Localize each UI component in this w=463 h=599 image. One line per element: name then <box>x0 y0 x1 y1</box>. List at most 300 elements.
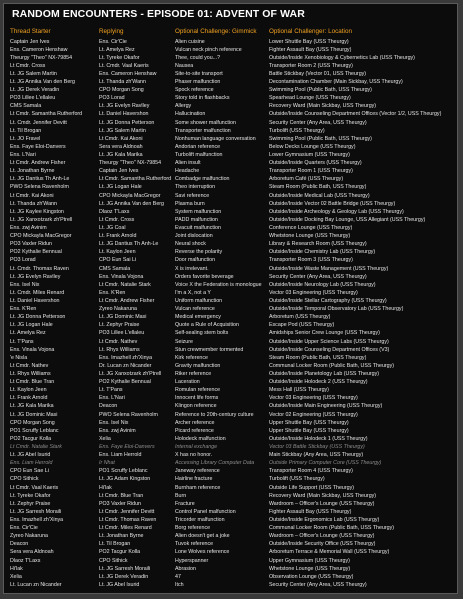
gimmick-cell: Burnham reference <box>175 484 221 491</box>
thread-starter-cell: Lt. Tyreke Okafor <box>10 492 51 499</box>
replying-cell: Dr. Lucan zn Nicander <box>99 362 152 369</box>
thread-starter-cell: PO3 Lillee L'ellaleu <box>10 95 56 102</box>
gimmick-cell: Combadge malfunction <box>175 176 230 183</box>
gimmick-cell: Nausea <box>175 62 194 69</box>
thread-starter-cell: Lt. Cmdr. Miles Renard <box>10 289 65 296</box>
location-cell: Security Center (Any Area, USS Theurgy) <box>269 581 367 588</box>
replying-cell: Lt. Til Brogan <box>99 541 131 548</box>
gimmick-cell: Quote a Rule of Acquisition <box>175 322 239 329</box>
location-cell: Mess Hall (USS Theurgy) <box>269 387 329 394</box>
thread-starter-cell: Ens. Vinala Vojona <box>10 346 55 353</box>
table-row <box>4 346 458 354</box>
gimmick-cell: Holodeck malfunction <box>175 435 226 442</box>
thread-starter-cell: Lt Cmdr. Samantha Rutherford <box>10 111 83 118</box>
thread-starter-cell: Lt. JG Donna Petterson <box>10 314 66 321</box>
thread-starter-cell: Lt. Jonathan Byrne <box>10 168 55 175</box>
location-cell: Transporter Room 4 (USS Theurgy) <box>269 468 353 475</box>
replying-cell: Lt Cmdr. Nathev <box>99 338 138 345</box>
table-row <box>4 62 458 70</box>
gimmick-cell: Tuvok reference <box>175 541 214 548</box>
gimmick-cell: Innocent life forms <box>175 395 219 402</box>
table-row <box>4 362 458 370</box>
location-cell: Conference Lounge (USS Theurgy) <box>269 225 353 232</box>
gimmick-cell: Hyperspanner <box>175 557 209 564</box>
replying-cell: Lt. Frank Arnold <box>99 233 137 240</box>
header-location: Optional Challenger: Location <box>269 28 352 35</box>
gimmick-cell: Abrasion <box>175 565 196 572</box>
thread-starter-cell: Ens. L'Nari <box>10 152 36 159</box>
table-row <box>4 159 458 167</box>
gimmick-cell: Spock reference <box>175 87 214 94</box>
location-cell: Vector 03 Battle Stickbay (USS Theurgy) <box>269 443 365 450</box>
thread-starter-cell: Dlaoz T'Laxs <box>10 557 41 564</box>
replying-cell: Lt. JG Dominic Masi <box>99 314 147 321</box>
gimmick-cell: Picard reference <box>175 427 214 434</box>
location-cell: Steam Room (Public Bath, USS Theurgy) <box>269 354 367 361</box>
location-cell: Communal Locker Room (Public Bath, USS Theurgy) <box>269 525 395 532</box>
gimmick-cell: Alien insult <box>175 160 201 167</box>
location-cell: Steam Room (Public Bath, USS Theurgy) <box>269 184 367 191</box>
table-row <box>4 378 458 386</box>
replying-cell: Lt Cmdr. Andrew Fisher <box>99 298 155 304</box>
table-row <box>4 110 458 118</box>
replying-cell: Lt. JG Adam Kingston <box>99 476 151 483</box>
location-cell: Turbolift (USS Theurgy) <box>269 476 325 483</box>
location-cell: Outside/Inside Counseling Department Offices (V3) <box>269 346 390 353</box>
thread-starter-cell: Captain Jen Ives <box>10 38 50 45</box>
gimmick-cell: Andorian reference <box>175 143 221 150</box>
table-row <box>4 127 458 135</box>
location-cell: Fighter Assault Bay (USS Theurgy) <box>269 46 352 53</box>
table-row <box>4 151 458 159</box>
gimmick-cell: Nonhuman language conversation <box>175 135 256 142</box>
table-row <box>4 321 458 329</box>
table-row <box>4 94 458 102</box>
location-cell: Fighter Assault Bay (USS Theurgy) <box>269 508 352 515</box>
table-row <box>4 102 458 110</box>
replying-cell: Lt. Amelya Rez <box>99 46 135 53</box>
gimmick-cell: Uniform malfunction <box>175 298 223 304</box>
thread-starter-cell: CMS Samala <box>10 103 42 110</box>
replying-cell: PO3 Lillee L'ellaleu <box>99 330 145 337</box>
location-cell: Outside/Inside Quarters (USS Theurgy) <box>269 160 362 167</box>
location-cell: Outside/Inside Vector 02 Battle Bridge (USS Theurgy) <box>269 200 396 207</box>
column-headers <box>4 28 458 37</box>
thread-starter-cell: Sera vera Aldnoah <box>10 549 54 556</box>
table-row <box>4 167 458 175</box>
location-cell: Observation Lounge (USS Theurgy) <box>269 573 354 580</box>
thread-starter-cell: Lt. JG Kala Marika <box>10 403 54 410</box>
gimmick-cell: Story told in flashbacks <box>175 95 230 102</box>
header-gimmick: Optional Challenge: Gimmick <box>175 28 257 35</box>
table-row <box>4 508 458 516</box>
table-row <box>4 192 458 200</box>
location-cell: Wardroom – Officer's Lounge (USS Theurgy) <box>269 500 375 507</box>
gimmick-cell: Joint dislocation <box>175 233 213 240</box>
gimmick-cell: PADD malfunction <box>175 216 218 223</box>
replying-cell: Lt. JG Xanxotzark zh'Ptrell <box>99 370 162 377</box>
location-cell: Escape Pod (USS Theurgy) <box>269 322 335 329</box>
thread-starter-cell: Theurgy "Theo" NX-79854 <box>10 54 73 61</box>
table-row <box>4 548 458 556</box>
gimmick-cell: Riker reference <box>175 370 212 377</box>
thread-starter-cell: Lt. Rhys Williams <box>10 370 51 377</box>
location-cell: Vector 03 Engineering (USS Theurgy) <box>269 395 358 402</box>
gimmick-cell: System malfunction <box>175 208 222 215</box>
replying-cell: Theurgy "Theo" NX-79854 <box>99 160 162 167</box>
gimmick-cell: Savi reference <box>175 192 210 199</box>
table-row <box>4 256 458 264</box>
replying-cell: Lt. JG Sarresh Moraili <box>99 565 151 572</box>
location-cell: Library & Research Room (USS Theurgy) <box>269 241 367 248</box>
gimmick-cell: Alien doesn't get a joke <box>175 533 230 540</box>
thread-starter-cell: Ens. Faye Eloi-Danvers <box>10 143 66 150</box>
gimmick-cell: Headache <box>175 168 200 175</box>
table-row <box>4 46 458 54</box>
gimmick-cell: Turbolift malfunction <box>175 152 223 159</box>
location-cell: Outside Primary Computer Core (USS Theurgy) <box>269 460 382 467</box>
replying-cell: Lt. JG Kala Marika <box>99 152 143 159</box>
table-row <box>4 540 458 548</box>
replying-cell: Hi'lak <box>99 484 112 491</box>
thread-starter-cell: CPO Eun Sae Li <box>10 468 49 475</box>
location-cell: Lower Gymnasium (USS Theurgy) <box>269 152 350 159</box>
gimmick-cell: Stun crewmember tormented <box>175 346 244 353</box>
table-row <box>4 329 458 337</box>
thread-starter-cell: PO1 Scruffy Leblanc <box>10 427 59 434</box>
replying-cell: CMS Samala <box>99 265 131 272</box>
replying-cell: Lt. JG Salem Martin <box>99 127 146 134</box>
location-cell: Outside/Inside Xenobiology & Cybernetics Lab (USS Theurgy) <box>269 54 415 61</box>
thread-starter-cell: CPO Morgan Song <box>10 419 55 426</box>
location-cell: Swimming Pool (Public Bath, USS Theurgy) <box>269 87 372 94</box>
thread-starter-cell: Ens. Liam Herrold <box>10 460 53 467</box>
thread-starter-cell: Lt. Thanda zh'Wann <box>10 200 57 207</box>
replying-cell: Sera vera Aldnoah <box>99 143 143 150</box>
replying-cell: Lt. Zephyr Praise <box>99 322 140 329</box>
replying-cell: Ens. K'Ren <box>99 289 126 296</box>
table-row <box>4 224 458 232</box>
thread-starter-cell: Lt. JG Dantius Th Anh-Le <box>10 176 70 183</box>
replying-cell: Lt. JG Evelyn Ravlley <box>99 103 150 110</box>
gimmick-cell: Itch <box>175 581 184 588</box>
table-row <box>4 467 458 475</box>
thread-starter-cell: Lt. JG Annika Van den Berg <box>10 79 75 86</box>
gimmick-cell: Allergy <box>175 103 192 110</box>
gimmick-cell: Fracture <box>175 500 195 507</box>
location-cell: Outside/Inside Docking Bay Lounge, USS Allegiant (USS Theurgy) <box>269 216 426 223</box>
thread-starter-cell: Lt. Til Brogan <box>10 127 42 134</box>
thread-starter-cell: PO3 Vaxler Ridun <box>10 241 53 248</box>
replying-cell: Ens. Liam Herrold <box>99 452 142 459</box>
replying-cell: Lt Cmdr. Natalie Stark <box>99 281 151 288</box>
header-replying: Replying <box>99 28 124 35</box>
thread-starter-cell: Ens. Imazhell zh'Xinya <box>10 516 64 523</box>
table-row <box>4 70 458 78</box>
table-row <box>4 516 458 524</box>
gimmick-cell: Reverse the polarity <box>175 249 223 256</box>
thread-starter-cell: Lt. Lucan zn Nicander <box>10 581 62 588</box>
location-cell: Below Decks Lounge (USS Theurgy) <box>269 143 356 150</box>
location-cell: Outside/Inside Medical Lab (USS Theurgy) <box>269 192 370 199</box>
table-row <box>4 273 458 281</box>
gimmick-cell: Medical emergency <box>175 314 221 321</box>
replying-cell: Ens. zwj Avinim <box>99 427 136 434</box>
table-row <box>4 232 458 240</box>
table-row <box>4 216 458 224</box>
location-cell: Outside/Inside Chemistry Lab (USS Theurgy) <box>269 249 376 256</box>
gimmick-cell: Hallucination <box>175 111 206 118</box>
gimmick-cell: Evacuit malfunction <box>175 225 221 232</box>
table-row <box>4 402 458 410</box>
thread-starter-cell: Ens. K'Ren <box>10 306 37 313</box>
location-cell: Arboretum Café (USS Theurgy) <box>269 176 344 183</box>
location-cell: Outside/Inside Security Office (USS Theurgy) <box>269 541 376 548</box>
replying-cell: CPO Morgan Song <box>99 87 144 94</box>
gimmick-cell: Transporter malfunction <box>175 127 231 134</box>
replying-cell: Xelia <box>99 435 111 442</box>
table-row <box>4 370 458 378</box>
location-cell: Outside/Inside Planetology Lab (USS Theurgy) <box>269 370 380 377</box>
thread-starter-cell: Lt. Zephyr Praise <box>10 500 51 507</box>
replying-cell: Captain Jen Ives <box>99 168 139 175</box>
gimmick-cell: Neural shock <box>175 241 206 248</box>
thread-starter-cell: Lt. JG Evelyn Ravlley <box>10 273 61 280</box>
thread-starter-cell: Lt. JG Logan Hale <box>10 322 53 329</box>
location-cell: Security Center (Any Area, USS Theurgy) <box>269 273 367 280</box>
table-row <box>4 565 458 573</box>
gimmick-cell: Self-sealing stem bolts <box>175 330 229 337</box>
table-row <box>4 208 458 216</box>
thread-starter-cell: Lt. Frank Arnold <box>10 395 48 402</box>
encounter-table <box>4 38 458 589</box>
location-cell: Upper Shuttle Bay (USS Theurgy) <box>269 427 349 434</box>
replying-cell: Ens. Imazhell zh'Xinya <box>99 354 153 361</box>
replying-cell: Lt Cmdr. Miles Renard <box>99 525 152 532</box>
table-row <box>4 297 458 305</box>
table-row <box>4 427 458 435</box>
location-cell: Recovery Ward (Main Sickbay, USS Theurgy) <box>269 492 377 499</box>
thread-starter-cell: Hi'lak <box>10 565 23 572</box>
location-cell: Outside/Inside Temporal Observatory Lab (USS Theurgy) <box>269 306 404 313</box>
table-row <box>4 54 458 62</box>
gimmick-cell: 47 <box>175 573 181 580</box>
table-row <box>4 354 458 362</box>
thread-starter-cell: Lt. JO Fravel <box>10 135 41 142</box>
thread-starter-cell: Lt Cmdr. Kai Akoni <box>10 192 54 199</box>
location-cell: Outside/Inside Archeology & Geology Lab (USS Theurgy) <box>269 208 404 215</box>
location-cell: Outside/Inside Main Engineering (USS Theurgy) <box>269 403 383 410</box>
location-cell: Spearhead Lounge (USS Theurgy) <box>269 95 351 102</box>
gimmick-cell: Phaser malfunction <box>175 79 221 86</box>
location-cell: Outside/Inside Ergonomics Lab (USS Theurgy) <box>269 516 380 523</box>
table-row <box>4 135 458 143</box>
gimmick-cell: Door malfunction <box>175 257 216 264</box>
replying-cell: Ens. Isel Nix <box>99 419 129 426</box>
thread-starter-cell: Zyreo Nakaruna <box>10 533 48 540</box>
thread-starter-cell: 'e Nisla <box>10 354 28 361</box>
gimmick-cell: Alien cuisine <box>175 38 205 45</box>
replying-cell: CPO Sithick <box>99 557 128 564</box>
thread-starter-cell: Ens. Cir'Cie <box>10 525 38 532</box>
thread-starter-cell: Lt. JG Xanxotzark zh'Ptrell <box>10 216 73 223</box>
table-row <box>4 492 458 500</box>
document-title: RANDOM ENCOUNTERS - EPISODE 01: ADVENT OF WAR <box>12 8 305 20</box>
table-row <box>4 500 458 508</box>
table-row <box>4 394 458 402</box>
location-cell: Turbolift (USS Theurgy) <box>269 127 325 134</box>
table-row <box>4 248 458 256</box>
gimmick-cell: Romulan reference <box>175 387 221 394</box>
location-cell: Upper Shuttle Bay (USS Theurgy) <box>269 419 349 426</box>
table-row <box>4 313 458 321</box>
table-row <box>4 532 458 540</box>
table-row <box>4 78 458 86</box>
table-row <box>4 305 458 313</box>
location-cell: Battle Stickbay (Vector 01, USS Theurgy) <box>269 70 367 77</box>
location-cell: Outside/Inside Neurology Lab (USS Theurgy) <box>269 281 376 288</box>
replying-cell: Lt. Daniel Havershon <box>99 111 149 118</box>
gimmick-cell: Borg reference <box>175 525 211 532</box>
table-row <box>4 475 458 483</box>
location-cell: Arboretum (USS Theurgy) <box>269 314 331 321</box>
document-sheet <box>3 3 458 594</box>
replying-cell: Lt Cmdr. Jennifer Devitt <box>99 508 155 515</box>
location-cell: Decontamination Chamber (Main Sickbay, USS Theurgy) <box>269 79 403 86</box>
location-cell: Upper Gymnasium (USS Theurgy) <box>269 557 350 564</box>
thread-starter-cell: Deacon <box>10 541 29 548</box>
replying-cell: PO1 Scruffy Leblanc <box>99 468 148 475</box>
location-cell: Arboretum Terrace & Memorial Wall (USS Theurgy) <box>269 549 390 556</box>
replying-cell: Deacon <box>99 403 118 410</box>
table-row <box>4 411 458 419</box>
location-cell: Outside/Inside Holodeck 1 (USS Theurgy) <box>269 435 368 442</box>
gimmick-cell: Site-to-site transport <box>175 70 223 77</box>
replying-cell: Ir Nhat <box>99 460 115 467</box>
gimmick-cell: Vulcan neck pinch reference <box>175 46 242 53</box>
replying-cell: Lt. T'Pans <box>99 387 123 394</box>
table-row <box>4 289 458 297</box>
location-cell: Whetstone Lounge (USS Theurgy) <box>269 233 351 240</box>
location-cell: Vector 02 Engineering (USS Theurgy) <box>269 411 358 418</box>
table-row <box>4 581 458 589</box>
table-row <box>4 573 458 581</box>
replying-cell: PO2 Kythalie Bennual <box>99 379 151 386</box>
location-cell: Lower Shuttle Bay (USS Theurgy) <box>269 38 349 45</box>
location-cell: Main Stickbay (Any Area, USS Theurgy) <box>269 452 364 459</box>
replying-cell: Ens. Cir'Cie <box>99 38 127 45</box>
thread-starter-cell: Lt. Cmdr. Jennifer Devitt <box>10 119 67 126</box>
replying-cell: Lt. Thanda zh'Wann <box>99 79 146 86</box>
gimmick-cell: Klingon reference <box>175 403 217 410</box>
gimmick-cell: Lone Wolves reference <box>175 549 230 556</box>
replying-cell: Lt. Rhys Williams <box>99 346 140 353</box>
location-cell: Transporter Room 1 (USS Theurgy) <box>269 168 353 175</box>
thread-starter-cell: Lt. Kaylon Jeen <box>10 387 47 394</box>
thread-starter-cell: Lt. JG Sarresh Moraili <box>10 508 62 515</box>
thread-starter-cell: Lt. JG Abel Isurid <box>10 452 51 459</box>
table-row <box>4 265 458 273</box>
location-cell: Amidships Senior Crew Lounge (USS Theurgy) <box>269 330 380 337</box>
table-row <box>4 386 458 394</box>
gimmick-cell: Tricorder malfunction <box>175 516 225 523</box>
gimmick-cell: X has no honor. <box>175 452 213 459</box>
location-cell: Swimming Pool (Public Bath, USS Theurgy) <box>269 135 372 142</box>
thread-starter-cell: Lt. JG Salem Martin <box>10 70 57 77</box>
table-row <box>4 419 458 427</box>
thread-starter-cell: PWO Selena Ravenholm <box>10 184 69 191</box>
replying-cell: Lt. JG Derek Veradin <box>99 573 149 580</box>
thread-starter-cell: Ens. Isel Nix <box>10 281 40 288</box>
thread-starter-cell: PO2 Kythalie Bennual <box>10 249 62 256</box>
replying-cell: Ens. L'Nari <box>99 395 125 402</box>
gimmick-cell: Gravity malfunction <box>175 362 221 369</box>
replying-cell: CPO Eun Sai Li <box>99 257 137 264</box>
table-row <box>4 38 458 46</box>
gimmick-cell: Internal exchange <box>175 443 218 450</box>
table-row <box>4 200 458 208</box>
replying-cell: Dlaoz T'Laxs <box>99 208 130 215</box>
location-cell: Outside/Inside Upper Science Labs (USS Theurgy) <box>269 338 389 345</box>
replying-cell: Lt. JG Donna Petterson <box>99 119 155 126</box>
replying-cell: Zyreo Nakaruna <box>99 306 137 313</box>
location-cell: Communal Locker Room (Public Bath, USS Theurgy) <box>269 362 395 369</box>
location-cell: Transporter Room 3 (USS Theurgy) <box>269 257 353 264</box>
gimmick-cell: Accessing Library Computer Data <box>175 460 255 467</box>
location-cell: Outside/Inside Waste Management (USS Theurgy) <box>269 265 389 272</box>
replying-cell: Lt Cmdr. Blue Tran <box>99 492 144 499</box>
table-row <box>4 281 458 289</box>
table-row <box>4 443 458 451</box>
thread-starter-cell: Lt. JG Kaylee Kingston <box>10 208 64 215</box>
table-row <box>4 183 458 191</box>
gimmick-cell: Thee, could you...? <box>175 54 221 61</box>
replying-cell: Lt. JG Logan Hale <box>99 184 142 191</box>
replying-cell: PWO Selena Ravenholm <box>99 411 158 418</box>
gimmick-cell: X is irrelevant. <box>175 265 209 272</box>
location-cell: Security Center (Any Area, USS Theurgy) <box>269 119 367 126</box>
location-cell: Wardroom – Officer's Lounge (USS Theurgy) <box>269 533 375 540</box>
table-row <box>4 451 458 459</box>
replying-cell: PO3 Vaxler Ridun <box>99 500 142 507</box>
table-row <box>4 119 458 127</box>
replying-cell: Ens. Cameron Henshaw <box>99 70 157 77</box>
replying-cell: Lt. JG Abel Isurid <box>99 581 140 588</box>
gimmick-cell: Kirk reference <box>175 354 208 361</box>
location-cell: Whetstone Lounge (USS Theurgy) <box>269 565 351 572</box>
thread-starter-cell: PO2 Tacgur Kolla <box>10 435 52 442</box>
table-row <box>4 143 458 151</box>
replying-cell: Lt. Cmdr. Vaal Kaeris <box>99 62 149 69</box>
gimmick-cell: Reference to 20th-century culture <box>175 411 254 418</box>
gimmick-cell: Laceration <box>175 379 200 386</box>
gimmick-cell: Hairline fracture <box>175 476 213 483</box>
replying-cell: Lt. Kaylon Jeen <box>99 249 136 256</box>
gimmick-cell: Some shower malfunction <box>175 119 236 126</box>
location-cell: Outside/Inside Counseling Department Offices (Vector 1/2, USS Theurgy) <box>269 111 442 118</box>
thread-starter-cell: CPO Sithick <box>10 476 39 483</box>
thread-starter-cell: Lt Cmdr. Natalie Stark <box>10 443 62 450</box>
thread-starter-cell: Lt Cmdr. Vaal Kaeris <box>10 484 59 491</box>
replying-cell: Lt. JG Dantius Th Anh-Le <box>99 241 159 248</box>
replying-cell: CPO Mickayla MacGregor <box>99 192 161 199</box>
header-thread-starter: Thread Starter <box>10 28 51 35</box>
table-row <box>4 484 458 492</box>
thread-starter-cell: Lt Cmdr. Andrew Fisher <box>10 160 66 167</box>
thread-starter-cell: Lt. Cmdr. Thomas Raven <box>10 265 69 272</box>
table-row <box>4 86 458 94</box>
replying-cell: Ens. Faye Eloi-Danvers <box>99 443 155 450</box>
